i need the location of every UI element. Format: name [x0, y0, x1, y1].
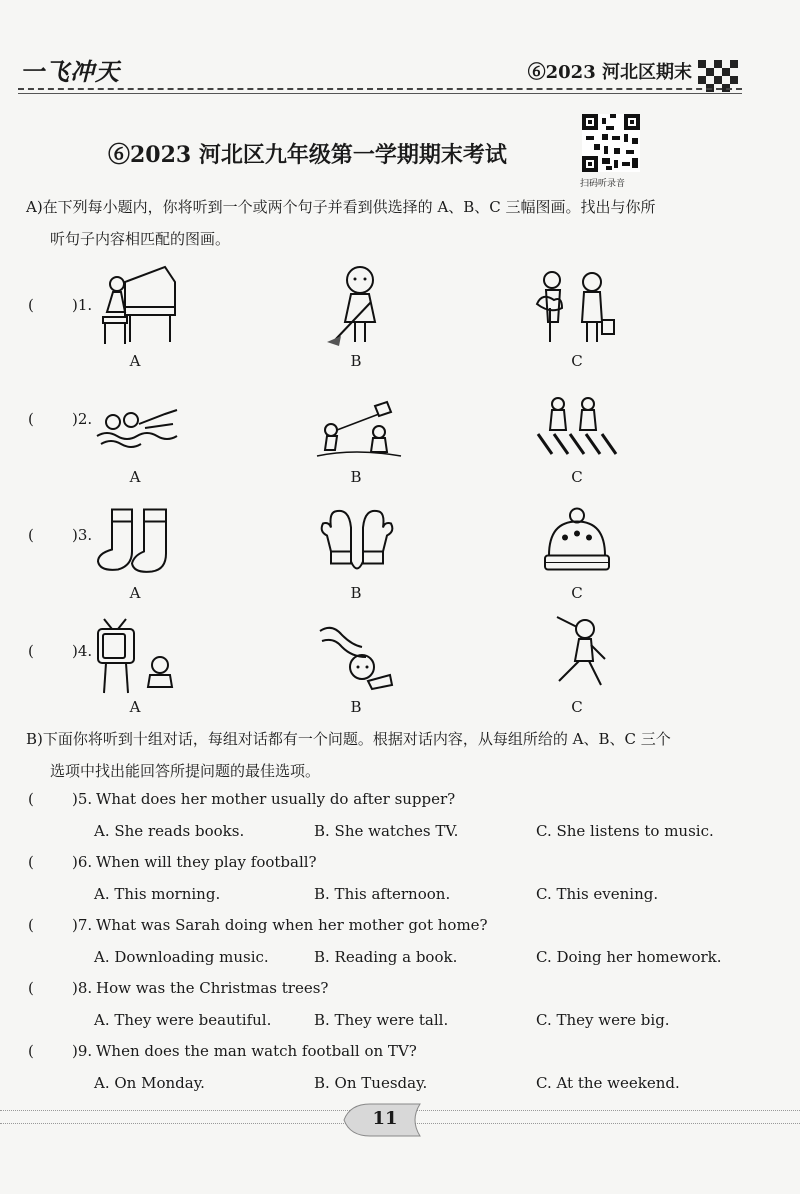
section-b-instruction-line2: 选项中找出能回答所提问题的最佳选项。	[50, 762, 321, 780]
option-letter-b: B	[350, 698, 362, 716]
choice-c: C. She listens to music.	[536, 822, 714, 840]
choice-a: A. She reads books.	[94, 822, 245, 840]
checker-decoration	[698, 52, 742, 92]
option-letter-a: A	[129, 584, 141, 602]
socks-picture	[92, 498, 182, 588]
question-number: )4.	[72, 642, 93, 660]
answer-paren: (	[28, 853, 34, 871]
option-letter-a: A	[129, 352, 141, 370]
option-letter-c: C	[571, 698, 583, 716]
swimming-picture	[95, 385, 185, 475]
answer-paren: (	[28, 642, 34, 660]
question-number: )9.	[72, 1042, 93, 1060]
answer-paren: (	[28, 410, 34, 428]
answer-paren: (	[28, 916, 34, 934]
answer-paren: (	[28, 790, 34, 808]
choice-a: A. On Monday.	[94, 1074, 205, 1092]
question-number: )2.	[72, 410, 93, 428]
mittens-picture	[315, 498, 405, 588]
option-letter-c: C	[571, 584, 583, 602]
question-number: )5.	[72, 790, 93, 808]
brand-logo: 一飞冲天	[20, 58, 120, 86]
question-number: )1.	[72, 296, 93, 314]
flying-kite-picture	[315, 385, 405, 475]
watching-tv-picture	[92, 612, 182, 702]
choice-b: B. She watches TV.	[314, 822, 459, 840]
option-letter-c: C	[571, 352, 583, 370]
section-a-instruction-line2: 听句子内容相匹配的图画。	[50, 230, 231, 248]
question-number: )7.	[72, 916, 93, 934]
question-text: What was Sarah doing when her mother got home?	[96, 916, 488, 934]
choice-c: C. Doing her homework.	[536, 948, 722, 966]
answer-paren: (	[28, 1042, 34, 1060]
crossing-road-picture	[532, 382, 622, 472]
answer-paren: (	[28, 296, 34, 314]
question-number: )6.	[72, 853, 93, 871]
exercising-picture	[535, 610, 625, 700]
header-tag: ⑥2023 河北区期末	[527, 62, 692, 83]
question-text: How was the Christmas trees?	[96, 979, 329, 997]
choice-b: B. This afternoon.	[314, 885, 451, 903]
reading-lying-picture	[312, 612, 402, 702]
question-text: What does her mother usually do after supper?	[96, 790, 456, 808]
question-number: )3.	[72, 526, 93, 544]
choice-c: C. This evening.	[536, 885, 659, 903]
question-text: When will they play football?	[96, 853, 317, 871]
section-a-instruction-line1: A)在下列每小题内，你将听到一个或两个句子并看到供选择的 A、B、C 三幅图画。找出与你所	[26, 198, 656, 216]
piano-picture	[95, 262, 185, 352]
choice-a: A. Downloading music.	[94, 948, 269, 966]
answer-paren: (	[28, 526, 34, 544]
option-letter-c: C	[571, 468, 583, 486]
page-title: ⑥2023 河北区九年级第一学期期末考试	[108, 142, 507, 168]
option-letter-b: B	[350, 468, 362, 486]
planting-tree-picture	[532, 262, 622, 352]
option-letter-a: A	[129, 468, 141, 486]
choice-b: B. They were tall.	[314, 1011, 449, 1029]
answer-paren: (	[28, 979, 34, 997]
choice-a: A. This morning.	[94, 885, 221, 903]
option-letter-b: B	[350, 584, 362, 602]
option-letter-b: B	[350, 352, 362, 370]
question-text: When does the man watch football on TV?	[96, 1042, 417, 1060]
header-dashed-rule	[18, 88, 742, 90]
page-number: 11	[372, 1108, 398, 1129]
choice-b: B. On Tuesday.	[314, 1074, 428, 1092]
choice-c: C. At the weekend.	[536, 1074, 680, 1092]
choice-a: A. They were beautiful.	[94, 1011, 272, 1029]
header-solid-rule	[18, 93, 742, 94]
choice-b: B. Reading a book.	[314, 948, 458, 966]
qr-code-icon	[582, 114, 640, 172]
qr-caption: 扫码听录音	[580, 179, 626, 189]
girl-sweeping-picture	[315, 262, 405, 352]
question-number: )8.	[72, 979, 93, 997]
section-b-instruction-line1: B)下面你将听到十组对话，每组对话都有一个问题。根据对话内容，从每组所给的 A、B、C 三个	[26, 730, 671, 748]
choice-c: C. They were big.	[536, 1011, 670, 1029]
option-letter-a: A	[129, 698, 141, 716]
wool-hat-picture	[535, 498, 625, 588]
